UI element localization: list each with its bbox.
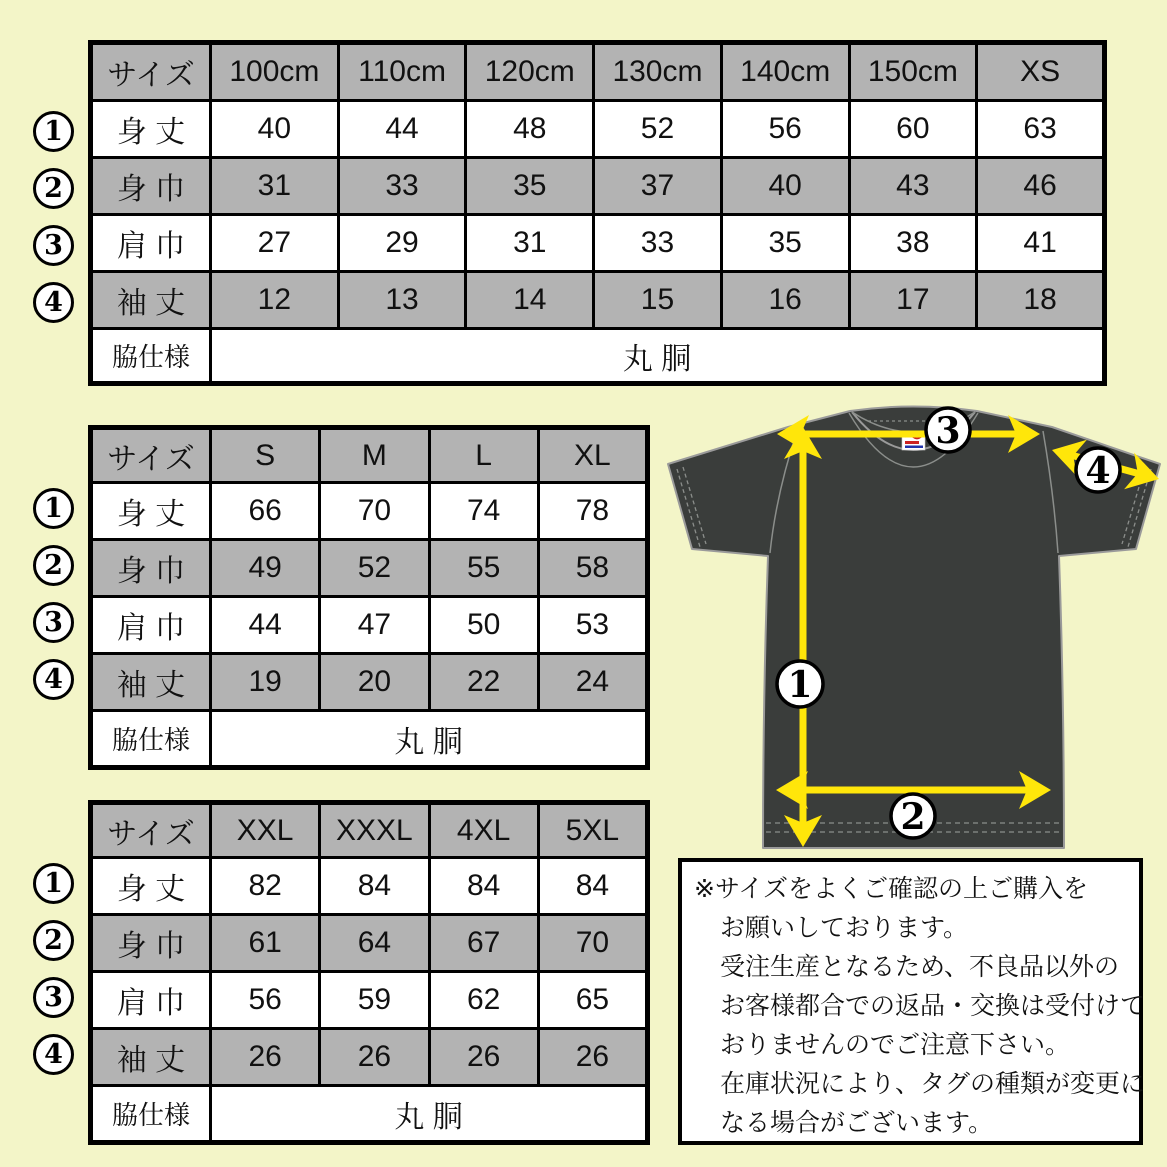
row-number-circle-3: 3 [33, 225, 74, 266]
measure-value: 37 [594, 158, 722, 215]
measure-label: 肩 巾 [91, 215, 211, 272]
measure-value: 84 [429, 858, 538, 915]
size-col-header: XXL [211, 803, 320, 858]
measure-value: 63 [977, 101, 1105, 158]
row-number-circle-1: 1 [33, 863, 74, 904]
measure-label: 身 巾 [91, 915, 211, 972]
measure-value: 33 [594, 215, 722, 272]
measure-value: 66 [211, 483, 320, 540]
measure-row [91, 972, 648, 1029]
measure-value: 47 [320, 597, 429, 654]
size-col-header: 100cm [211, 43, 339, 101]
measure-value: 40 [211, 101, 339, 158]
size-col-header: 5XL [538, 803, 647, 858]
measure-value: 46 [977, 158, 1105, 215]
measure-value: 82 [211, 858, 320, 915]
measure-value: 15 [594, 272, 722, 329]
row-number-circle-4: 4 [33, 659, 74, 700]
measure-label: 身 巾 [91, 158, 211, 215]
tshirt-measure-diagram [650, 395, 1167, 860]
svg-text:3: 3 [935, 409, 961, 452]
table-header-row [91, 43, 1105, 101]
row-number-circle-4: 4 [33, 282, 74, 323]
notice-line: おりませんのでご注意下さい。 [720, 1031, 1071, 1059]
measure-value: 44 [338, 101, 466, 158]
measure-value: 35 [466, 158, 594, 215]
measure-value: 33 [338, 158, 466, 215]
notice-line: ※サイズをよくご確認の上ご購入を [694, 875, 1088, 903]
size-col-header: 140cm [721, 43, 849, 101]
measure-value: 84 [538, 858, 647, 915]
row-number-circle-4: 4 [33, 1034, 74, 1075]
size-col-header: 110cm [338, 43, 466, 101]
measure-value: 24 [538, 654, 647, 711]
size-col-header: L [429, 428, 538, 483]
measure-value: 40 [721, 158, 849, 215]
measure-value: 20 [320, 654, 429, 711]
row-number-circle-1: 1 [33, 488, 74, 529]
measure-value: 12 [211, 272, 339, 329]
measure-value: 27 [211, 215, 339, 272]
notice-line: お客様都合での返品・交換は受付けて [720, 992, 1146, 1020]
size-table-big [88, 800, 650, 1145]
notice-line: 受注生産となるため、不良品以外の [720, 953, 1120, 981]
measure-value: 41 [977, 215, 1105, 272]
size-col-header: 130cm [594, 43, 722, 101]
measure-value: 48 [466, 101, 594, 158]
measure-value: 65 [538, 972, 647, 1029]
size-table-adult [88, 425, 650, 770]
size-col-header: M [320, 428, 429, 483]
callout-3 [926, 408, 970, 452]
measure-label: 袖 丈 [91, 654, 211, 711]
measure-value: 61 [211, 915, 320, 972]
measure-value: 35 [721, 215, 849, 272]
row-number-circle-1: 1 [33, 111, 74, 152]
callout-4 [1076, 448, 1120, 492]
measure-row [91, 272, 1105, 329]
measure-value: 58 [538, 540, 647, 597]
measure-label: 身 巾 [91, 540, 211, 597]
measure-value: 59 [320, 972, 429, 1029]
measure-value: 70 [538, 915, 647, 972]
measure-label: 肩 巾 [91, 972, 211, 1029]
size-col-header: XL [538, 428, 647, 483]
measure-value: 14 [466, 272, 594, 329]
measure-row [91, 540, 648, 597]
measure-value: 60 [849, 101, 977, 158]
measure-value: 53 [538, 597, 647, 654]
side-spec-row [91, 329, 1105, 384]
measure-value: 17 [849, 272, 977, 329]
measure-value: 26 [538, 1029, 647, 1086]
measure-label: 身 丈 [91, 101, 211, 158]
callout-2 [891, 794, 935, 838]
svg-text:4: 4 [1085, 449, 1111, 492]
side-spec-row [91, 1086, 648, 1143]
table-header-row [91, 428, 648, 483]
size-col-header: サイズ [91, 428, 211, 483]
row-number-circle-3: 3 [33, 977, 74, 1018]
measure-value: 56 [211, 972, 320, 1029]
measure-value: 38 [849, 215, 977, 272]
measure-row [91, 597, 648, 654]
side-spec-label: 脇仕様 [91, 711, 211, 768]
row-number-circle-2: 2 [33, 545, 74, 586]
measure-label: 身 丈 [91, 858, 211, 915]
measure-value: 31 [211, 158, 339, 215]
measure-value: 31 [466, 215, 594, 272]
measure-row [91, 858, 648, 915]
measure-value: 55 [429, 540, 538, 597]
measure-value: 56 [721, 101, 849, 158]
size-col-header: 4XL [429, 803, 538, 858]
measure-value: 78 [538, 483, 647, 540]
measure-value: 62 [429, 972, 538, 1029]
measure-row [91, 483, 648, 540]
measure-value: 29 [338, 215, 466, 272]
measure-label: 肩 巾 [91, 597, 211, 654]
measure-row [91, 215, 1105, 272]
side-spec-value: 丸 胴 [211, 329, 1105, 384]
measure-value: 49 [211, 540, 320, 597]
measure-value: 52 [594, 101, 722, 158]
measure-value: 74 [429, 483, 538, 540]
side-spec-value: 丸 胴 [211, 711, 648, 768]
table-header-row [91, 803, 648, 858]
purchase-notice-box [678, 858, 1146, 1145]
measure-value: 16 [721, 272, 849, 329]
measure-row [91, 654, 648, 711]
measure-row [91, 101, 1105, 158]
measure-row [91, 158, 1105, 215]
measure-value: 26 [211, 1029, 320, 1086]
size-col-header: 150cm [849, 43, 977, 101]
notice-line: 在庫状況により、タグの種類が変更に [720, 1070, 1146, 1098]
side-spec-label: 脇仕様 [91, 1086, 211, 1143]
measure-value: 44 [211, 597, 320, 654]
notice-line: なる場合がございます。 [720, 1109, 994, 1137]
measure-value: 84 [320, 858, 429, 915]
measure-value: 67 [429, 915, 538, 972]
measure-row [91, 1029, 648, 1086]
measure-value: 64 [320, 915, 429, 972]
measure-value: 13 [338, 272, 466, 329]
size-col-header: XXXL [320, 803, 429, 858]
measure-label: 身 丈 [91, 483, 211, 540]
size-col-header: XS [977, 43, 1105, 101]
size-col-header: サイズ [91, 803, 211, 858]
row-number-circle-2: 2 [33, 168, 74, 209]
measure-value: 19 [211, 654, 320, 711]
measure-value: 52 [320, 540, 429, 597]
measure-value: 43 [849, 158, 977, 215]
measure-value: 18 [977, 272, 1105, 329]
size-col-header: サイズ [91, 43, 211, 101]
measure-value: 22 [429, 654, 538, 711]
size-col-header: S [211, 428, 320, 483]
side-spec-value: 丸 胴 [211, 1086, 648, 1143]
size-col-header: 120cm [466, 43, 594, 101]
svg-text:1: 1 [787, 663, 813, 706]
measure-value: 26 [320, 1029, 429, 1086]
notice-line: お願いしております。 [720, 914, 969, 942]
measure-value: 26 [429, 1029, 538, 1086]
measure-value: 70 [320, 483, 429, 540]
size-table-kids [88, 40, 1107, 386]
callout-1 [777, 661, 823, 707]
row-number-circle-3: 3 [33, 602, 74, 643]
measure-value: 50 [429, 597, 538, 654]
svg-text:2: 2 [900, 795, 926, 838]
measure-label: 袖 丈 [91, 1029, 211, 1086]
side-spec-label: 脇仕様 [91, 329, 211, 384]
side-spec-row [91, 711, 648, 768]
measure-row [91, 915, 648, 972]
row-number-circle-2: 2 [33, 920, 74, 961]
measure-label: 袖 丈 [91, 272, 211, 329]
